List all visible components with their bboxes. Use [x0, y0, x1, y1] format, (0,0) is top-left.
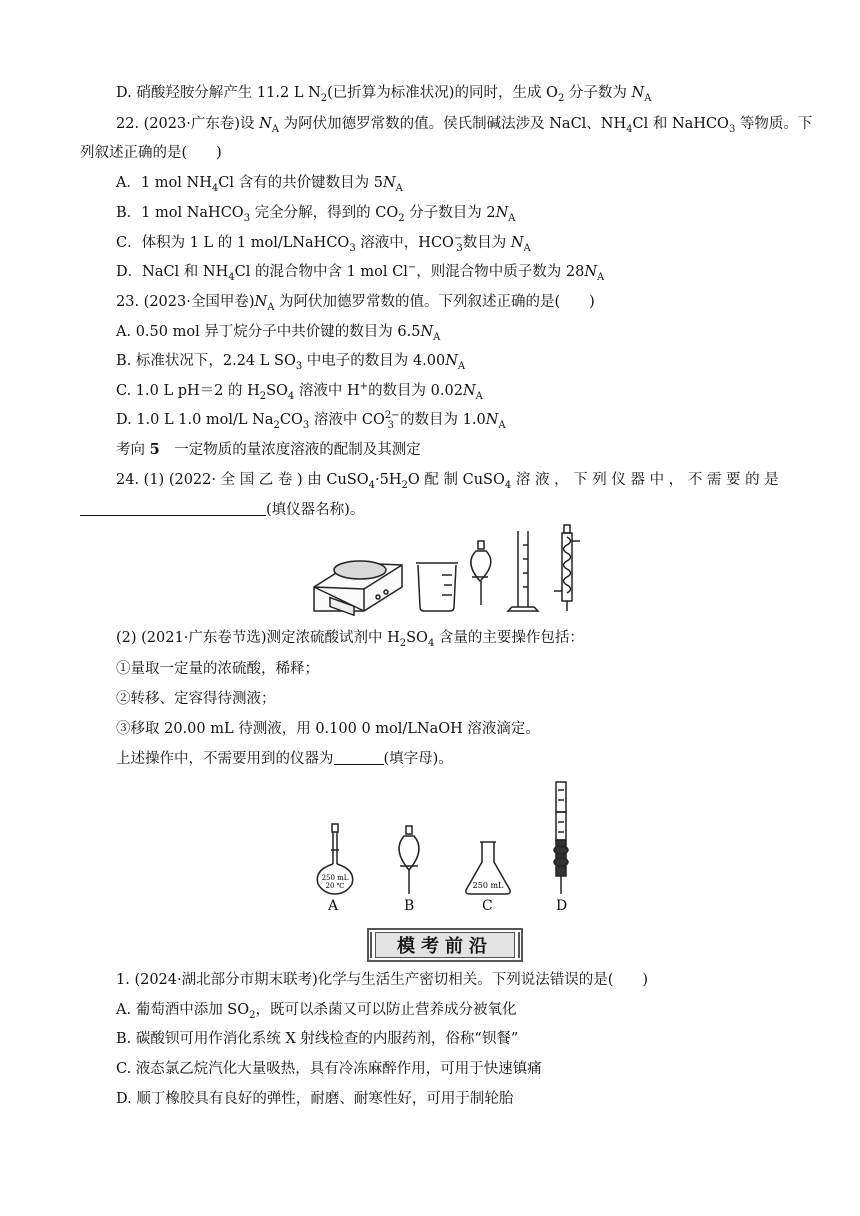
- instruments-figure-1: [312, 525, 582, 615]
- question-24-part1-cont: (填仪器名称)。: [80, 500, 364, 520]
- flask-label-temp: 20 ℃: [325, 882, 345, 890]
- question-23-option-b: B. 标准状况下，2.24 L $SO_3$ 中电子的数目为 $4.00N_A$: [116, 353, 466, 372]
- separatory-funnel-icon: [399, 826, 419, 894]
- option-d-line: D. 硝酸羟胺分解产生 11.2 L $N_2$(已折算为标准状况)的同时，生成 $O_2$ 分子数为 $N_A$: [116, 85, 652, 104]
- mock-question-1-option-b: B. 碳酸钡可用作消化系统 X 射线检查的内服药剂，俗称“钡餐”: [116, 1031, 519, 1047]
- question-24-part2: (2) (2021·广东卷节选)测定浓硫酸试剂中 $H_2SO_4$ 含量的主要操作包括：: [116, 630, 584, 649]
- answer-blank[interactable]: [80, 501, 266, 516]
- answer-blank-letter[interactable]: [334, 750, 384, 765]
- question-23-option-a: A. 0.50 mol 异丁烷分子中共价键的数目为 $6.5N_A$: [116, 324, 441, 343]
- balance-icon: [314, 561, 402, 615]
- question-22-stem: 22. (2023·广东卷)设 $N_A$ 为阿伏加德罗常数的值。侯氏制碱法涉及 NaCl、$NH_4Cl$ 和 NaHCO$_3$ 等物质。下: [116, 116, 813, 135]
- conical-flask-label: 250 mL: [472, 881, 504, 890]
- label-d: D: [556, 898, 568, 914]
- question-24-ask: 上述操作中，不需要用到的仪器为 (填字母)。: [116, 751, 453, 767]
- question-23-option-c: C. 1.0 L pH＝2 的 $H_2SO_4$ 溶液中 H+的数目为 $0.02N_A$: [116, 381, 483, 402]
- question-23-option-d: D. 1.0 L 1.0 mol/L $Na_2CO_3$ 溶液中 $CO^{2-}_3$ 的数目为 $1.0N_A$: [116, 410, 506, 431]
- question-22-stem-cont: 列叙述正确的是( ): [80, 145, 222, 161]
- measuring-cylinder-icon: [508, 531, 538, 611]
- question-23-stem: 23. (2023·全国甲卷)$N_A$ 为阿伏加德罗常数的值。下列叙述正确的是( ): [116, 294, 595, 313]
- section-heading: 考向 5 一定物质的量浓度溶液的配制及其测定: [116, 441, 421, 458]
- section-banner: [367, 928, 523, 962]
- question-22-option-a: A．1 mol $NH_4Cl$ 含有的共价键数目为 $5N_A$: [116, 175, 403, 194]
- instruments-figure-2: [310, 778, 590, 898]
- banner-title: 模考前沿: [375, 932, 515, 958]
- step-2: ②转移、定容得待测液；: [116, 691, 276, 707]
- label-a: A: [328, 898, 339, 914]
- question-24-part1: 24. (1) (2022· 全 国 乙 卷 ) 由 $CuSO_4\cdot 5H_2O$ 配 制 CuSO$_4$ 溶 液 ， 下 列 仪 器 中 ， 不 需 要 的 是: [116, 472, 779, 491]
- flask-label-volume: 250 mL: [321, 874, 349, 882]
- burette-icon: [554, 782, 568, 894]
- step-3: ③移取 20.00 mL 待测液，用 0.100 0 mol/LNaOH 溶液滴定。: [116, 721, 540, 737]
- label-b: B: [404, 898, 415, 914]
- separatory-funnel-icon: [471, 541, 491, 605]
- step-1: ①量取一定量的浓硫酸，稀释；: [116, 661, 319, 677]
- label-c: C: [482, 898, 493, 914]
- question-22-option-c: C．体积为 1 L 的 1 mol/LNaHCO$_3$ 溶液中，$HCO^-_3$数目为 $N_A$: [116, 233, 531, 254]
- condenser-icon: [554, 525, 580, 611]
- beaker-icon: [416, 563, 458, 611]
- mock-question-1-option-d: D. 顺丁橡胶具有良好的弹性，耐磨、耐寒性好，可用于制轮胎: [116, 1091, 514, 1107]
- mock-question-1-option-c: C. 液态氯乙烷汽化大量吸热，具有冷冻麻醉作用，可用于快速镇痛: [116, 1061, 542, 1077]
- mock-question-1-stem: 1. (2024·湖北部分市期末联考)化学与生活生产密切相关。下列说法错误的是( ): [116, 972, 649, 988]
- question-22-option-b: B．1 mol NaHCO$_3$ 完全分解，得到的 $CO_2$ 分子数目为 $2N_A$: [116, 205, 516, 224]
- mock-question-1-option-a: A. 葡萄酒中添加 $SO_2$，既可以杀菌又可以防止营养成分被氧化: [116, 1002, 517, 1021]
- question-22-option-d: D．NaCl 和 $NH_4Cl$ 的混合物中含 1 mol Cl−，则混合物中质子数为 $28N_A$: [116, 262, 605, 283]
